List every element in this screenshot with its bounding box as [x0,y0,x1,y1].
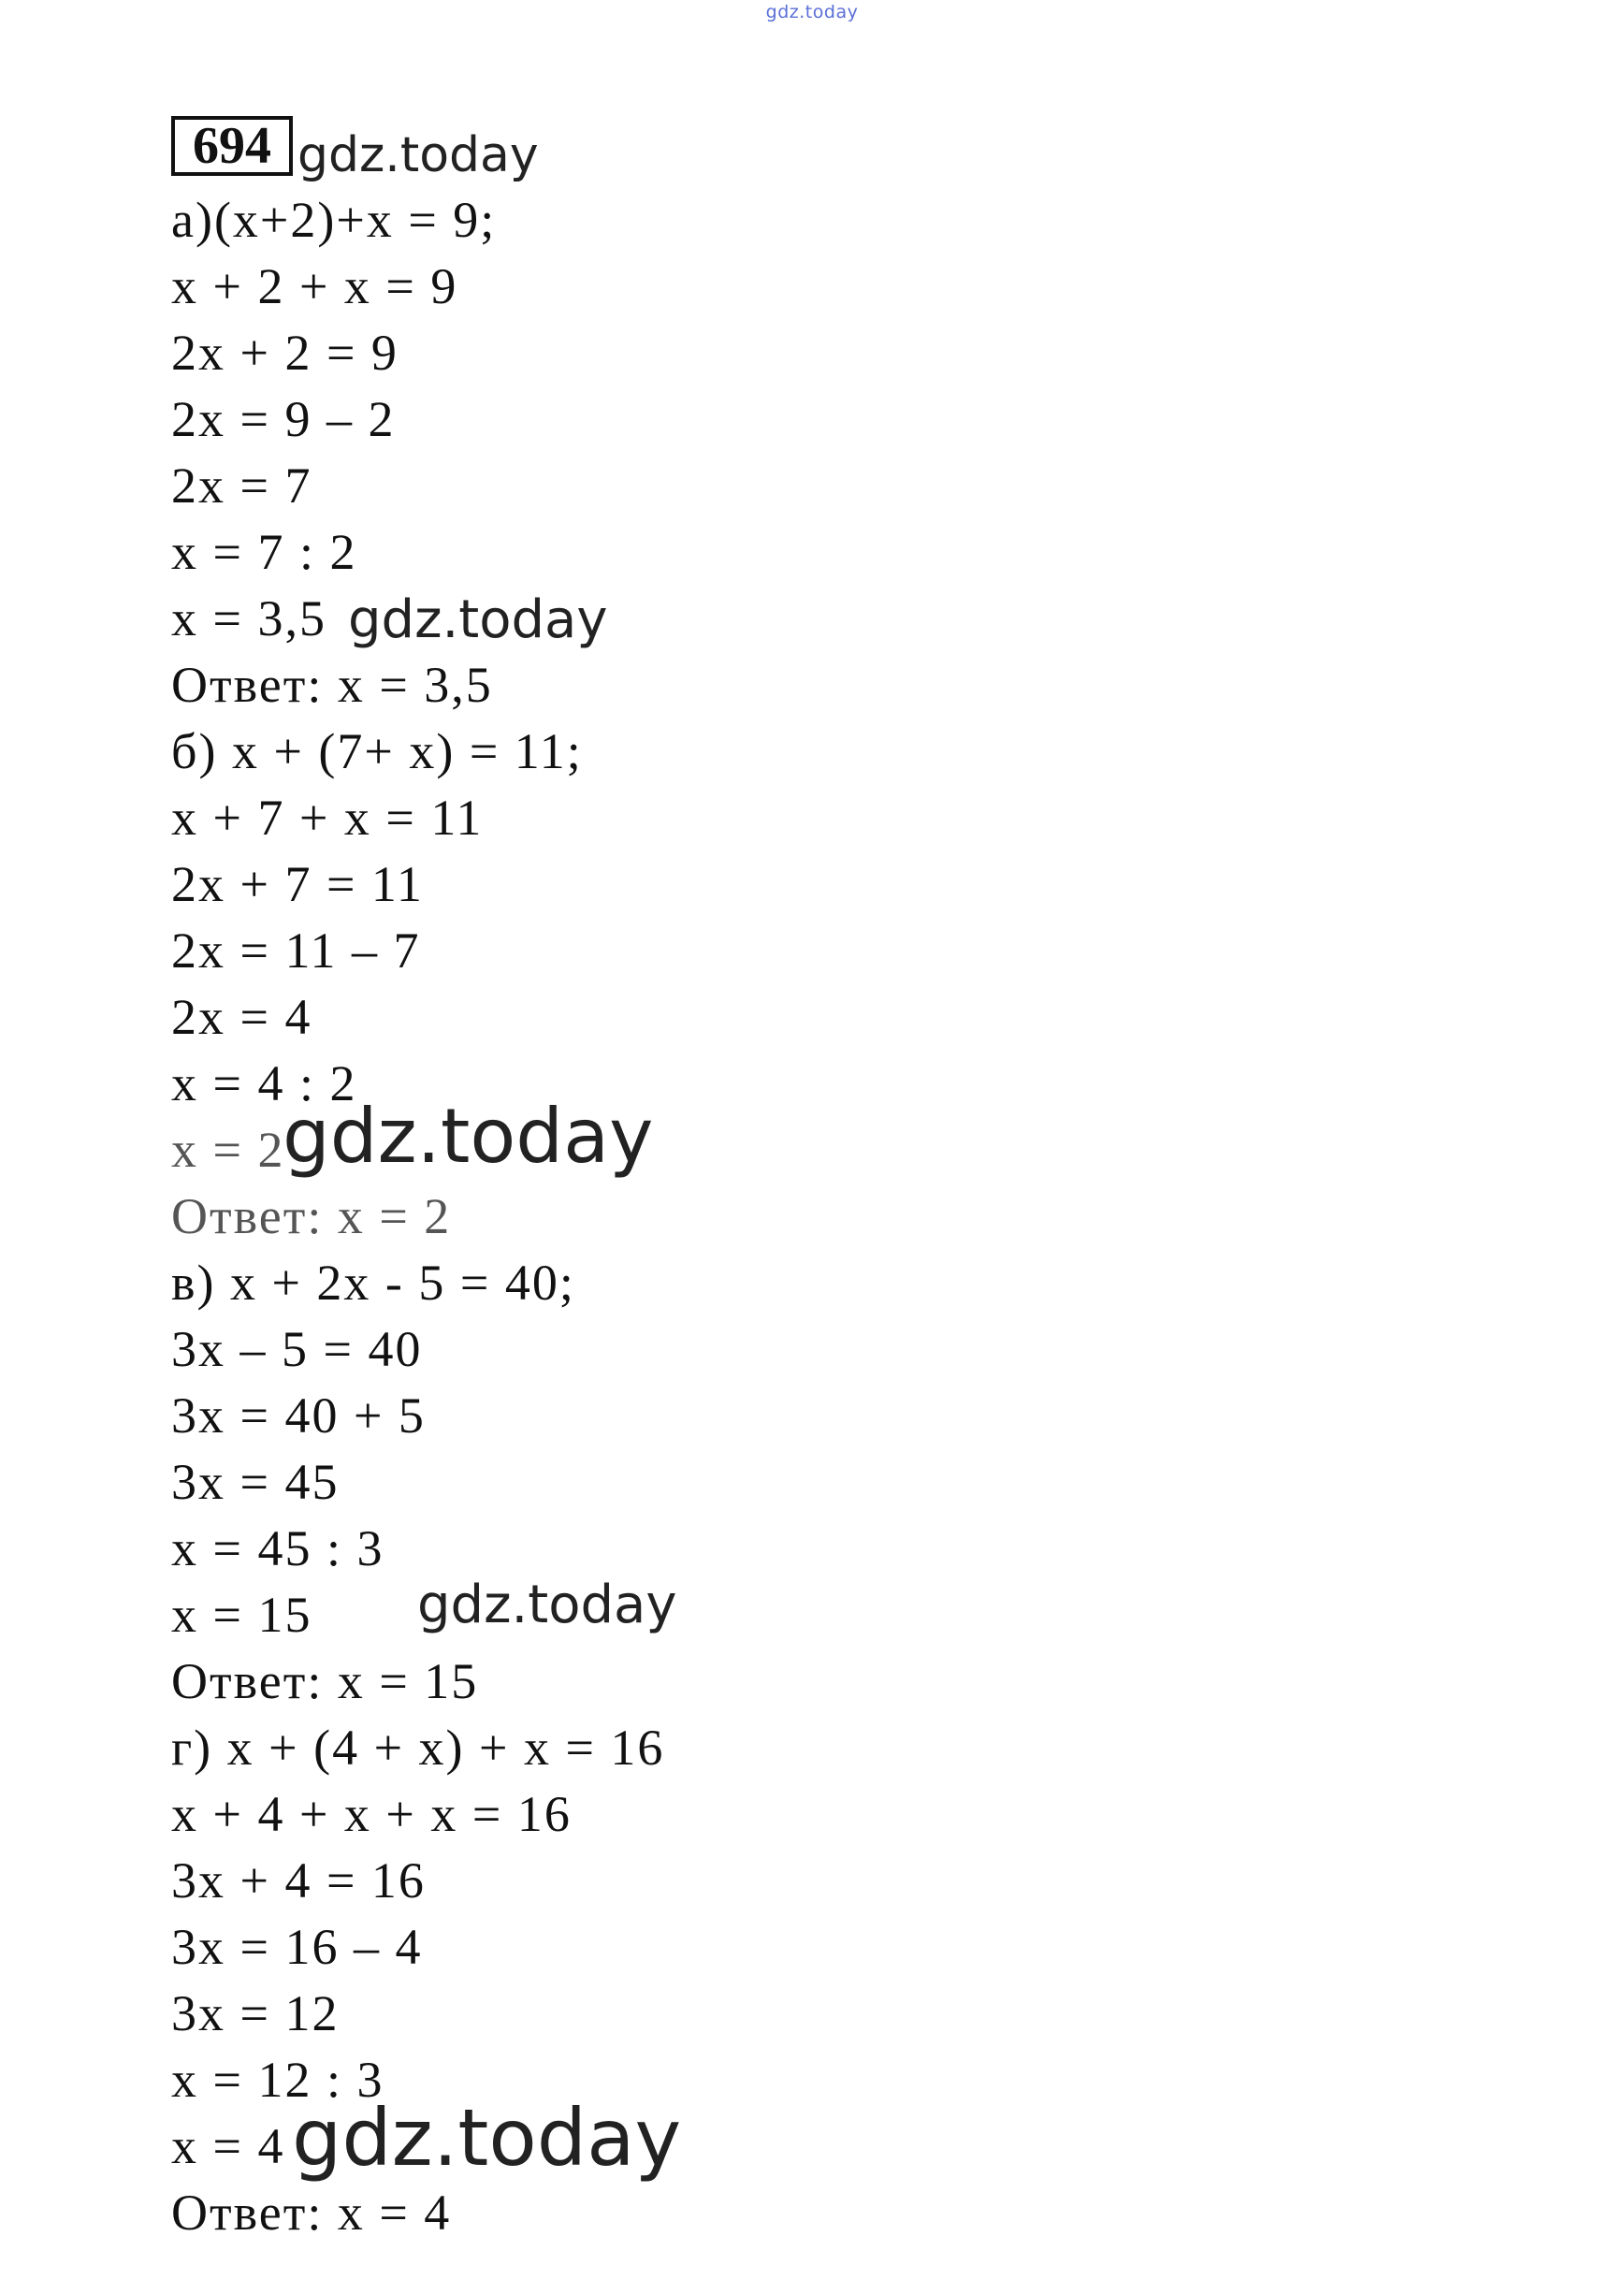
solution-line: x = 4 : 2 [171,1055,357,1111]
watermark: gdz.today [283,1093,654,1180]
solution-line: 2x = 4 [171,989,312,1045]
solution-line: 3x – 5 = 40 [171,1321,423,1377]
solution-line: x = 4 [171,2118,285,2174]
watermark: gdz.today [297,127,539,183]
solution-line: 3x = 12 [171,1985,340,2041]
answer-line: Ответ: x = 4 [171,2185,452,2241]
solution-line: 2x = 11 – 7 [171,922,421,979]
solution-lines [171,187,920,2246]
solution-line: г) x + (4 + x) + x = 16 [171,1720,665,1776]
solution-line: x = 2 [171,1122,285,1178]
solution-line: x = 7 : 2 [171,524,357,580]
solution-line: 2x + 2 = 9 [171,325,399,381]
watermark: gdz.today [417,1575,677,1635]
problem-number-box: 694 [171,116,293,176]
solution-line: x + 2 + x = 9 [171,258,458,314]
watermark: gdz.today [292,2092,682,2184]
top-watermark: gdz.today [765,2,859,22]
solution-line: 3x + 4 = 16 [171,1852,426,1909]
solution-line: в) x + 2x - 5 = 40; [171,1255,575,1311]
solution-line: x = 45 : 3 [171,1520,384,1576]
solution-line: 2x + 7 = 11 [171,856,424,912]
answer-line: Ответ: x = 2 [171,1188,452,1244]
solution-line: x + 7 + x = 11 [171,790,484,846]
answer-line: Ответ: x = 3,5 [171,657,493,713]
answer-line: Ответ: x = 15 [171,1653,479,1709]
solution-line: 2x = 7 [171,457,312,514]
solution-line: 3x = 40 + 5 [171,1387,426,1444]
solution-line: 2x = 9 – 2 [171,391,396,447]
solution-line: x = 3,5 [171,590,326,646]
solution-line: 3x = 45 [171,1454,340,1510]
solution-line: x = 15 [171,1587,312,1643]
solution-line: а)(x+2)+x = 9; [171,192,497,248]
watermark: gdz.today [348,589,608,650]
solution-line: б) x + (7+ x) = 11; [171,723,583,779]
solution-line: 3x = 16 – 4 [171,1919,423,1975]
solution-line: x = 12 : 3 [171,2052,384,2108]
solution-line: x + 4 + x + x = 16 [171,1786,572,1842]
